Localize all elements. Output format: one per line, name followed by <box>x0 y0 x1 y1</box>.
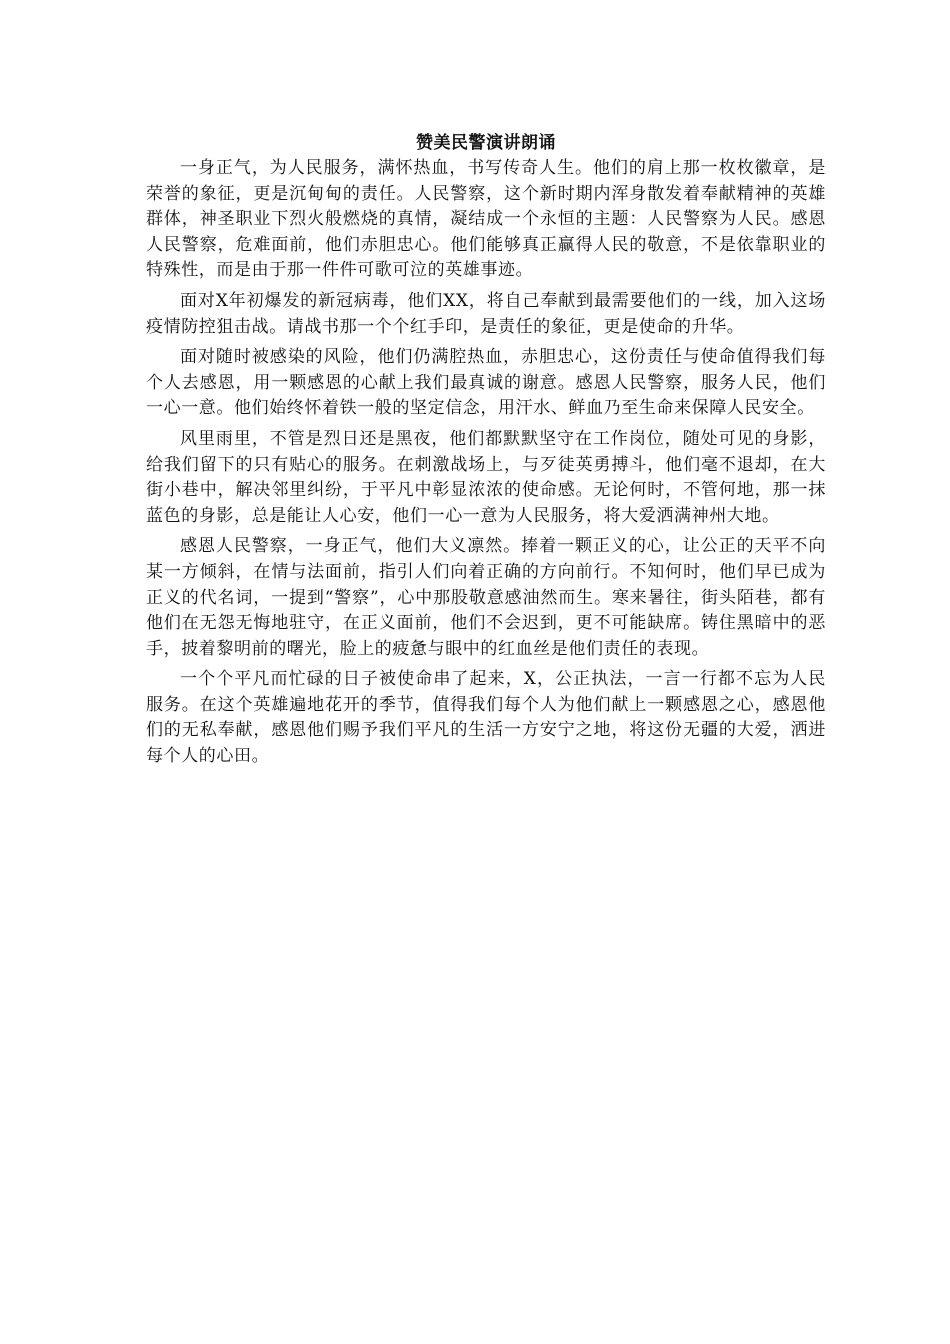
paragraph-2: 面对X年初爆发的新冠病毒，他们XX，将自己奉献到最需要他们的一线，加入这场疫情防控狙击战。请战书那一个个红手印，是责任的象征，更是使命的升华。 <box>146 290 826 337</box>
paragraph-6: 一个个平凡而忙碌的日子被使命串了起来，X，公正执法，一言一行都不忘为人民服务。在这个英雄遍地花开的季节，值得我们每个人为他们献上一颗感恩之心，感恩他们的无私奉献，感恩他们赐予我们平凡的生活一方安宁之地，将这份无疆的大爱，洒进每个人的心田。 <box>146 669 826 767</box>
document-title: 赞美民警演讲朗诵 <box>416 133 556 153</box>
paragraph-5: 感恩人民警察，一身正气，他们大义凛然。捧着一颗正义的心，让公正的天平不向某一方倾斜，在情与法面前，指引人们向着正确的方向前行。不知何时，他们早已成为正义的代名词，一提到“警察”，心中那股敬意感油然而生。寒来暑往，街头陌巷，都有他们在无怨无悔地驻守，在正义面前，他们不会迟到，更不可能缺席。铸住黑暗中的恶手，披着黎明前的曙光，脸上的疲惫与眼中的红血丝是他们责任的表现。 <box>146 536 826 659</box>
document-body <box>146 132 826 775</box>
paragraph-3: 面对随时被感染的风险，他们仍满腔热血，赤胆忠心，这份责任与使命值得我们每个人去感恩，用一颗感恩的心献上我们最真诚的谢意。感恩人民警察，服务人民，他们一心一意。他们始终怀着铁一般的坚定信念，用汗水、鲜血乃至生命来保障人民安全。 <box>146 347 826 419</box>
paragraph-1: 一身正气，为人民服务，满怀热血，书写传奇人生。他们的肩上那一枚枚徽章，是荣誉的象征，更是沉甸甸的责任。人民警察，这个新时期内浑身散发着奉献精神的英雄群体，神圣职业下烈火般燃烧的真情，凝结成一个永恒的主题：人民警察为人民。感恩人民警察，危难面前，他们赤胆忠心。他们能够真正赢得人民的敬意，不是依靠职业的特殊性，而是由于那一件件可歌可泣的英雄事迹。 <box>146 158 826 281</box>
paragraph-4: 风里雨里，不管是烈日还是黑夜，他们都默默坚守在工作岗位，随处可见的身影，给我们留下的只有贴心的服务。在刺激战场上，与歹徒英勇搏斗，他们毫不退却，在大街小巷中，解决邻里纠纷，于平凡中彰显浓浓的使命感。无论何时，不管何地，那一抹蓝色的身影，总是能让人心安，他们一心一意为人民服务，将大爱洒满神州大地。 <box>146 428 826 526</box>
